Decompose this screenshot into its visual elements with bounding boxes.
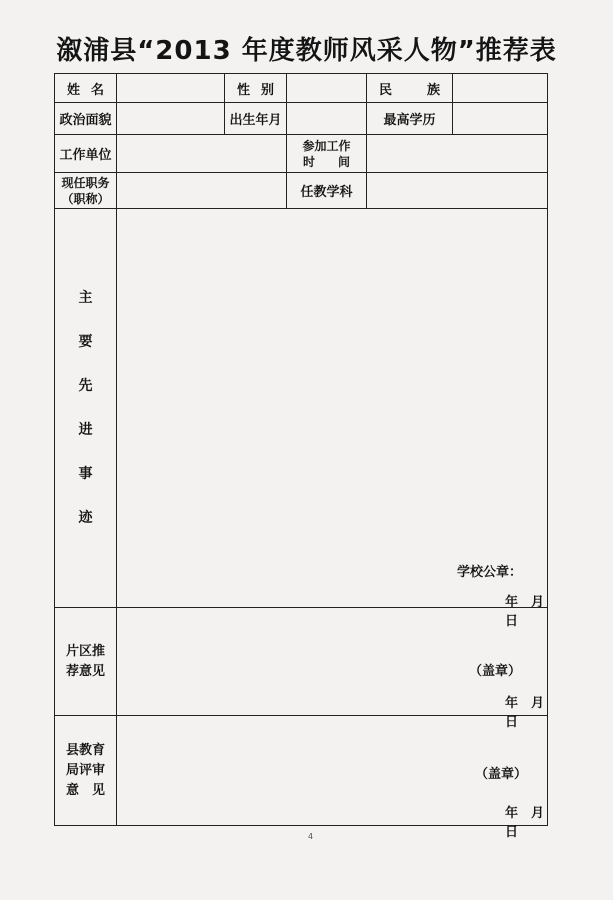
form-row-workplace [55,135,548,173]
deeds-char-5: 事 [78,466,93,482]
school-date: 年 月 日 [505,595,558,629]
district-label-line2: 荐意见 [65,663,105,679]
recommendation-form-table [54,73,558,840]
position-field[interactable] [117,173,287,209]
work-start-label [287,135,367,173]
workplace-label: 工作单位 [55,135,117,173]
school-seal-label: 学校公章： [457,565,523,580]
deeds-label [55,209,117,608]
form-row-deeds [55,209,548,608]
birth-label: 出生年月 [225,103,287,135]
form-row-district [55,608,548,716]
deeds-char-2: 要 [78,334,93,350]
bureau-date: 年 月 日 [505,806,558,840]
position-label-line2: （职称） [61,191,110,206]
form-row-name [55,74,548,103]
position-label-line1: 现任职务 [61,175,110,190]
deeds-field[interactable] [117,209,558,629]
district-date: 年 月 日 [505,696,558,730]
bureau-label-line3: 意 见 [65,782,105,798]
bureau-label-line2: 局评审 [65,762,105,778]
form-title: 溆浦县“2013 年度教师风采人物”推荐表 [56,36,557,66]
deeds-char-6: 迹 [78,510,93,526]
name-label: 姓名 [55,74,117,103]
bureau-seal-label: （盖章） [475,767,528,782]
birth-field[interactable] [287,103,367,135]
bureau-label-line1: 县教育 [65,742,105,758]
bureau-opinion-field[interactable] [117,716,558,840]
work-start-field[interactable] [367,135,548,173]
subject-field[interactable] [367,173,548,209]
district-opinion-field[interactable] [117,608,558,730]
politics-label: 政治面貌 [55,103,117,135]
position-label [55,173,117,209]
deeds-char-1: 主 [78,290,93,306]
work-start-label-line1: 参加工作 [302,138,351,153]
workplace-field[interactable] [117,135,287,173]
form-row-politics [55,103,548,135]
ethnicity-label: 民族 [367,74,453,103]
page-number: 4 [308,832,314,841]
deeds-char-3: 先 [78,378,93,394]
form-row-position [55,173,548,209]
gender-label: 性别 [225,74,287,103]
ethnicity-field[interactable] [453,74,548,103]
bureau-label [55,716,117,826]
deeds-char-4: 进 [78,422,93,438]
subject-label: 任教学科 [287,173,367,209]
name-field[interactable] [117,74,225,103]
work-start-label-line2: 时间 [303,154,350,169]
education-label: 最高学历 [367,103,453,135]
district-label-line1: 片区推 [65,643,105,659]
gender-field[interactable] [287,74,367,103]
district-seal-label: （盖章） [469,664,522,679]
education-field[interactable] [453,103,548,135]
politics-field[interactable] [117,103,225,135]
district-label [55,608,117,716]
form-row-bureau [55,716,548,826]
